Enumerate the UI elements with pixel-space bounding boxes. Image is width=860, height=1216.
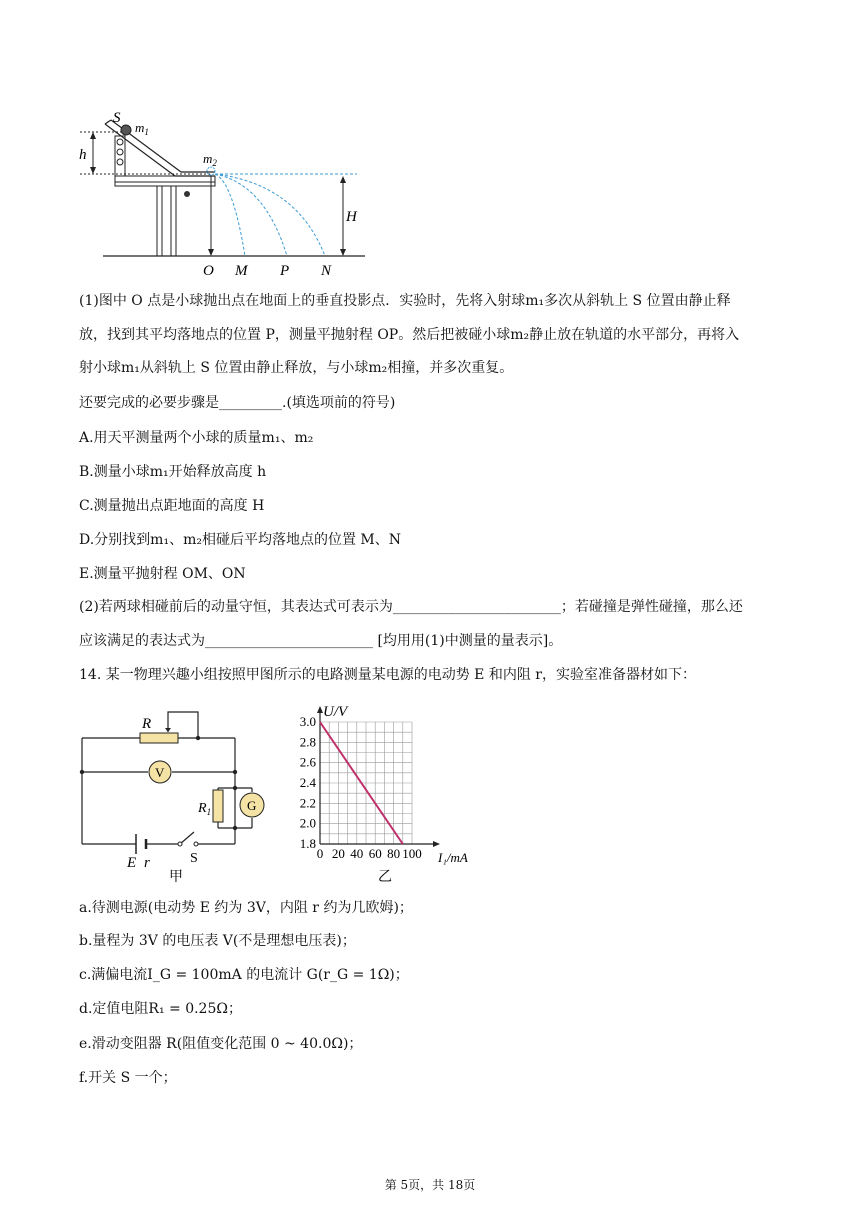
q13-para-3: 射小球m₁从斜轨上 S 位置由静止释放，与小球m₂相撞，并多次重复。 — [79, 360, 514, 376]
ball-m2 — [207, 167, 215, 175]
x-tick-label: 60 — [368, 846, 382, 861]
y-tick-label: 1.8 — [299, 836, 316, 851]
svg-text:R1: $R_1$ — [198, 801, 212, 817]
x-axis-label: I₁/mA — [438, 850, 468, 865]
x-axis-arrow — [433, 841, 440, 847]
y-tick-label: 2.2 — [299, 795, 316, 811]
label-h: h — [79, 147, 87, 163]
y-tick-label: 2.8 — [299, 734, 316, 750]
page-footer: 第 5页，共 18页 — [384, 1178, 476, 1192]
material-a: a.待测电源(电动势 E 约为 3V，内阻 r 约为几欧姆)； — [79, 900, 413, 916]
collision-apparatus-figure — [75, 110, 375, 280]
x-tick-label: 0 — [316, 846, 324, 861]
circuit-diagram — [70, 700, 270, 885]
y-tick-label: 2.0 — [299, 815, 316, 831]
q13-para-1: (1)图中 O 点是小球抛出点在地面上的垂直投影点．实验时，先将入射球m₁多次从斜轨上 S 位置由静止释 — [79, 293, 731, 309]
option-B: B.测量小球m₁开始释放高度 h — [79, 464, 267, 480]
label-P: P — [280, 263, 290, 279]
q13-para-2: 放，找到其平均落地点的位置 P，测量平抛射程 OP。然后把被碰小球m₂静止放在轨道的水平部分，再将入 — [79, 327, 740, 343]
ball-m1 — [121, 125, 131, 135]
svg-text:G: G — [247, 798, 257, 813]
x-tick-label: 20 — [331, 846, 345, 861]
q13-para-4: 还要完成的必要步骤是_________.(填选项前的符号) — [79, 395, 396, 411]
u-i-chart — [290, 700, 490, 885]
svg-text:m2: $m_2$ — [203, 151, 217, 168]
material-e: e.滑动变阻器 R(阻值变化范围 0 ~ 40.0Ω)； — [79, 1036, 363, 1052]
circuit-caption: 甲 — [169, 870, 183, 885]
y-tick-label: 3.0 — [299, 714, 316, 729]
svg-text:r: r — [144, 855, 150, 871]
label-H: H — [346, 209, 357, 225]
svg-text:m1: $m_1$ — [135, 120, 149, 137]
material-c: c.满偏电流I_G = 100mA 的电流计 G(r_G = 1Ω)； — [79, 967, 409, 983]
option-E: E.测量平抛射程 OM、ON — [79, 566, 246, 582]
svg-text:R: R — [142, 716, 152, 732]
x-tick-label: 40 — [350, 846, 364, 861]
label-M: M — [235, 263, 248, 279]
option-C: C.测量抛出点距地面的高度 H — [79, 498, 265, 514]
svg-text:S: S — [190, 851, 198, 866]
q13-part2-line1: (2)若两球相碰前后的动量守恒，其表达式可表示为________________________；若碰撞是弹性碰撞，那么还 — [79, 599, 743, 615]
material-b: b.量程为 3V 的电压表 V(不是理想电压表)； — [79, 933, 356, 949]
rheostat-R — [140, 733, 178, 743]
label-S: S — [113, 110, 121, 126]
option-D: D.分别找到m₁、m₂相碰后平均落地点的位置 M、N — [79, 532, 401, 548]
material-f: f.开关 S 一个； — [79, 1070, 177, 1086]
y-tick-label: 2.6 — [299, 754, 316, 770]
q14-stem: 14. 某一物理兴趣小组按照甲图所示的电路测量某电源的电动势 E 和内阻 r，实验室准备器材如下： — [79, 667, 696, 683]
y-axis-label: U/V — [323, 704, 348, 720]
q13-part2-line2: 应该满足的表达式为________________________ [均用用(1)中测量的量表示]。 — [79, 633, 563, 649]
label-N: N — [321, 263, 332, 279]
x-tick-label: 80 — [387, 846, 401, 861]
resistor-R1 — [213, 790, 223, 822]
option-A: A.用天平测量两个小球的质量m₁、m₂ — [79, 430, 314, 446]
chart-caption: 乙 — [378, 870, 392, 885]
y-tick-label: 2.4 — [299, 775, 316, 790]
material-d: d.定值电阻R₁ = 0.25Ω； — [79, 1001, 242, 1017]
svg-text:E: E — [127, 855, 137, 871]
x-tick-label: 100 — [402, 846, 422, 861]
label-O: O — [203, 263, 214, 279]
svg-text:V: V — [155, 765, 165, 780]
